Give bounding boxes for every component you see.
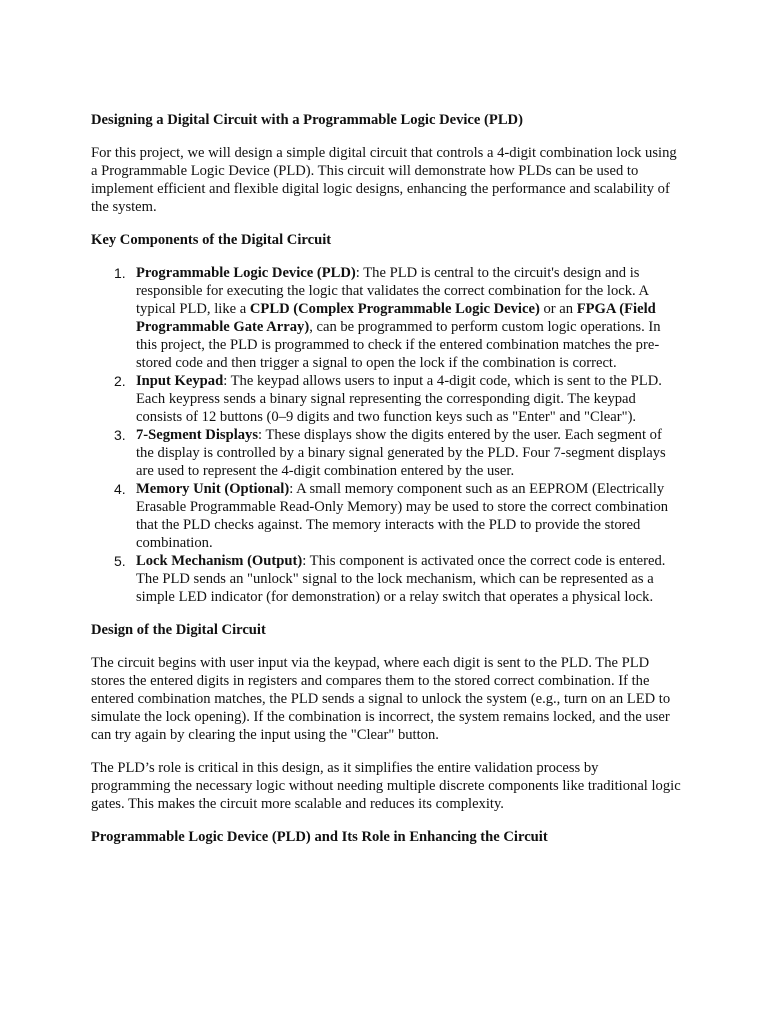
component-term: Programmable Logic Device (PLD) <box>136 265 356 281</box>
component-term-fpga: FPGA (Field Programmable Gate Array) <box>136 301 656 335</box>
component-term: Lock Mechanism (Output) <box>136 553 303 569</box>
component-text: : These displays show the digits entered by the user. Each segment of the display is controlled by a binary signal generated by the PLD. Four 7-segment displays are used to represent the 4-digit combination entered by the user. <box>136 427 666 479</box>
list-item <box>114 480 681 552</box>
components-heading: Key Components of the Digital Circuit <box>91 232 332 248</box>
design-paragraph-2: The PLD’s role is critical in this design, as it simplifies the entire validation process by programming the necessary logic without needing multiple discrete components like traditional logic gates. This makes the circuit more scalable and reduces its complexity. <box>91 760 681 812</box>
component-term-cpld: CPLD (Complex Programmable Logic Device) <box>249 301 540 317</box>
list-item <box>114 372 681 426</box>
component-text: : A small memory component such as an EEPROM (Electrically Erasable Programmable Read-Only Memory) may be used to store the correct combination that the PLD checks against. The memory interacts with the PLD to provide the stored combination. <box>136 481 669 551</box>
document-title: Designing a Digital Circuit with a Programmable Logic Device (PLD) <box>91 112 523 128</box>
list-number: 4. <box>114 481 126 497</box>
list-number: 1. <box>114 265 126 281</box>
pld-heading: Programmable Logic Device (PLD) and Its Role in Enhancing the Circuit <box>91 829 548 845</box>
component-text: or an <box>539 301 577 317</box>
list-item <box>114 426 681 480</box>
component-text: , can be programmed to perform custom logic operations. In this project, the PLD is programmed to check if the entered combination matches the pre-stored code and then trigger a signal to open the lock if the combination is correct. <box>136 319 661 371</box>
component-term: Input Keypad <box>136 373 224 389</box>
component-text: : The keypad allows users to input a 4-digit code, which is sent to the PLD. Each keypress sends a binary signal representing the corresponding digit. The keypad consists of 12 buttons (0–9 digits and two function keys such as "Enter" and "Clear"). <box>136 373 662 425</box>
list-number: 3. <box>114 427 126 443</box>
design-paragraph-1: The circuit begins with user input via the keypad, where each digit is sent to the PLD. The PLD stores the entered digits in registers and compares them to the stored correct combination. If the entered combination matches, the PLD sends a signal to unlock the system (e.g., turn on an LED to simulate the lock opening). If the combination is incorrect, the system remains locked, and the user can try again by clearing the input using the "Clear" button. <box>91 655 671 743</box>
list-number: 5. <box>114 553 126 569</box>
components-list <box>91 264 681 606</box>
intro-paragraph: For this project, we will design a simple digital circuit that controls a 4-digit combination lock using a Programmable Logic Device (PLD). This circuit will demonstrate how PLDs can be used to implement efficient and flexible digital logic designs, enhancing the performance and scalability of the system. <box>91 145 677 215</box>
list-item <box>114 552 681 606</box>
component-term: Memory Unit (Optional) <box>136 481 290 497</box>
component-text: : The PLD is central to the circuit's design and is responsible for executing the logic that validates the correct combination for the lock. A typical PLD, like a <box>136 265 649 317</box>
list-number: 2. <box>114 373 126 389</box>
list-item <box>114 264 681 372</box>
component-term: 7-Segment Displays <box>136 427 259 443</box>
component-text: : This component is activated once the correct code is entered. The PLD sends an "unlock" signal to the lock mechanism, which can be represented as a simple LED indicator (for demonstration) or a relay switch that operates a physical lock. <box>136 553 666 605</box>
document-page <box>91 111 681 861</box>
design-heading: Design of the Digital Circuit <box>91 622 266 638</box>
